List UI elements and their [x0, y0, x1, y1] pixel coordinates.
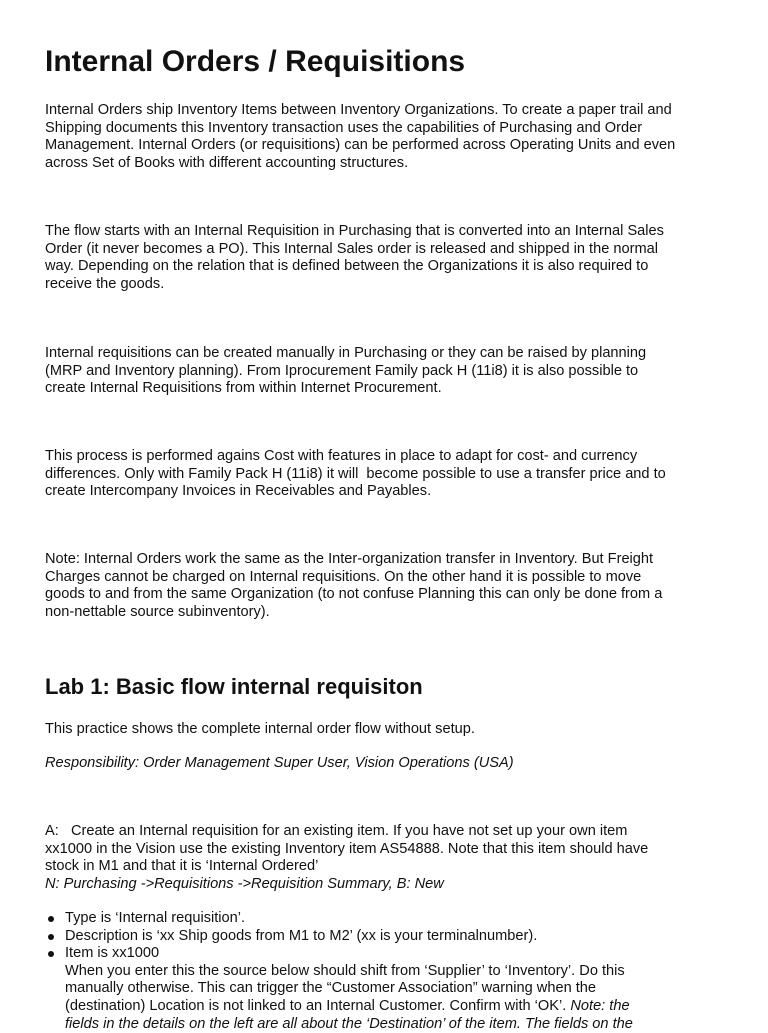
page-title: Internal Orders / Requisitions [45, 45, 466, 78]
list-item [45, 945, 735, 1033]
text-line: This process is performed agains Cost with features in place to adapt for cost- and currency [45, 448, 638, 464]
lab-intro: This practice shows the complete internal order flow without setup. [45, 721, 475, 737]
paragraph-note [45, 551, 735, 621]
bullet-text: Type is ‘Internal requisition’. [65, 910, 246, 926]
bullet-icon [48, 934, 54, 940]
text-line: non-nettable source subinventory). [45, 603, 270, 620]
text-line: Internal Orders ship Inventory Items between Inventory Organizations. To create a paper trail and [45, 102, 672, 118]
paragraph-intro [45, 102, 735, 172]
text-line: fields in the details on the left are all about the ‘Destination’ of the item. The fields on the [65, 1015, 633, 1032]
bullet-icon [48, 916, 54, 922]
step-a-bullets [45, 910, 735, 1033]
text-line: manually otherwise. This can trigger the “Customer Association” warning when the [65, 980, 597, 997]
navigation-path: N: Purchasing ->Requisitions ->Requisition Summary, B: New [45, 875, 444, 892]
note-label: Note: the [570, 997, 630, 1014]
text-line: Note: Internal Orders work the same as the Inter-organization transfer in Inventory. But Freight [45, 551, 654, 567]
text-line: (MRP and Inventory planning). From Iprocurement Family pack H (11i8) it is also possible to [45, 362, 639, 379]
text-line: Charges cannot be charged on Internal requisitions. On the other hand it is possible to move [45, 568, 642, 585]
text-line: Shipping documents this Inventory transaction uses the capabilities of Purchasing and Order [45, 119, 643, 136]
paragraph-flow [45, 223, 735, 293]
text-line: A: Create an Internal requisition for an existing item. If you have not set up your own item [45, 823, 628, 839]
text-line: create Intercompany Invoices in Receivables and Payables. [45, 483, 432, 500]
text-line: Order (it never becomes a PO). This Internal Sales order is released and shipped in the normal [45, 240, 658, 257]
bullet-icon [48, 951, 54, 957]
text-line: create Internal Requisitions from within Internet Procurement. [45, 380, 442, 397]
text-line: (destination) Location is not linked to an Internal Customer. Confirm with ‘OK’. [65, 997, 567, 1014]
lab-responsibility: Responsibility: Order Management Super User, Vision Operations (USA) [45, 755, 514, 771]
bullet-text: Item is xx1000 [65, 945, 160, 962]
bullet-text: Description is ‘xx Ship goods from M1 to M2’ (xx is your terminalnumber). [65, 927, 538, 944]
text-line: The flow starts with an Internal Requisition in Purchasing that is converted into an Internal Sales [45, 223, 664, 239]
step-a [45, 823, 735, 893]
text-line: xx1000 in the Vision use the existing Inventory item AS54888. Note that this item should have [45, 840, 649, 857]
text-line: When you enter this the source below should shift from ‘Supplier’ to ‘Inventory’. Do this [65, 962, 625, 979]
paragraph-creation [45, 345, 735, 398]
lab-heading: Lab 1: Basic flow internal requisiton [45, 674, 423, 699]
text-line: across Set of Books with different accounting structures. [45, 154, 409, 171]
text-line: differences. Only with Family Pack H (11i8) it will become possible to use a transfer price and to [45, 465, 666, 482]
paragraph-cost [45, 448, 735, 501]
text-line: Internal requisitions can be created manually in Purchasing or they can be raised by planning [45, 345, 647, 361]
text-line: way. Depending on the relation that is defined between the Organizations it is also required to [45, 258, 649, 275]
list-item [45, 910, 735, 928]
text-line: stock in M1 and that it is ‘Internal Ordered’ [45, 858, 319, 875]
text-line: goods to and from the same Organization (to not confuse Planning this can only be done from a [45, 586, 663, 603]
text-line: receive the goods. [45, 275, 165, 292]
list-item [45, 928, 735, 946]
text-line: Management. Internal Orders (or requisitions) can be performed across Operating Units and even [45, 137, 676, 154]
